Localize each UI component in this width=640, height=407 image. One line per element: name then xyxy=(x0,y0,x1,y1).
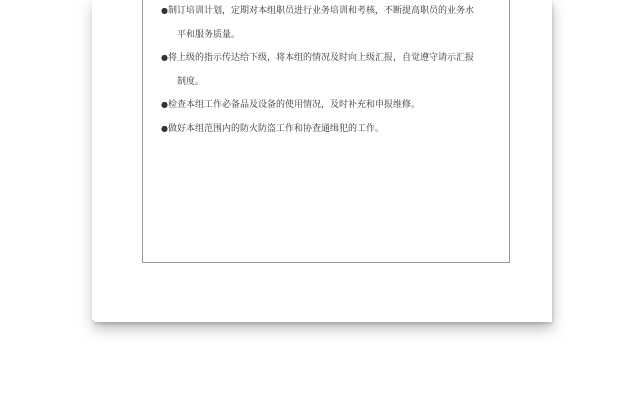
list-item-1-line-1 xyxy=(161,5,474,17)
list-item-4 xyxy=(161,123,384,135)
list-item-text: 将上级的指示传达给下级，将本组的情况及时向上级汇报，自觉遵守请示汇报 xyxy=(168,53,475,63)
list-item-2-line-2 xyxy=(177,76,204,88)
bullet-icon: ● xyxy=(161,124,168,133)
list-item-2-line-1 xyxy=(161,52,474,64)
list-item-text: 做好本组范围内的防火防盗工作和协查通缉犯的工作。 xyxy=(168,124,385,134)
list-item-text: 平和服务质量。 xyxy=(177,30,241,40)
bullet-icon: ● xyxy=(161,53,168,62)
bullet-icon: ● xyxy=(161,6,168,15)
list-item-text: 制订培训计划，定期对本组职员进行业务培训和考核，不断提高职员的业务水 xyxy=(168,6,475,16)
list-item-text: 制度。 xyxy=(177,77,205,87)
bullet-icon: ● xyxy=(161,100,168,109)
list-item-text: 检查本组工作必备品及设备的使用情况，及时补充和申报维修。 xyxy=(168,100,421,110)
list-item-1-line-2 xyxy=(177,29,240,41)
list-item-3 xyxy=(161,99,420,111)
